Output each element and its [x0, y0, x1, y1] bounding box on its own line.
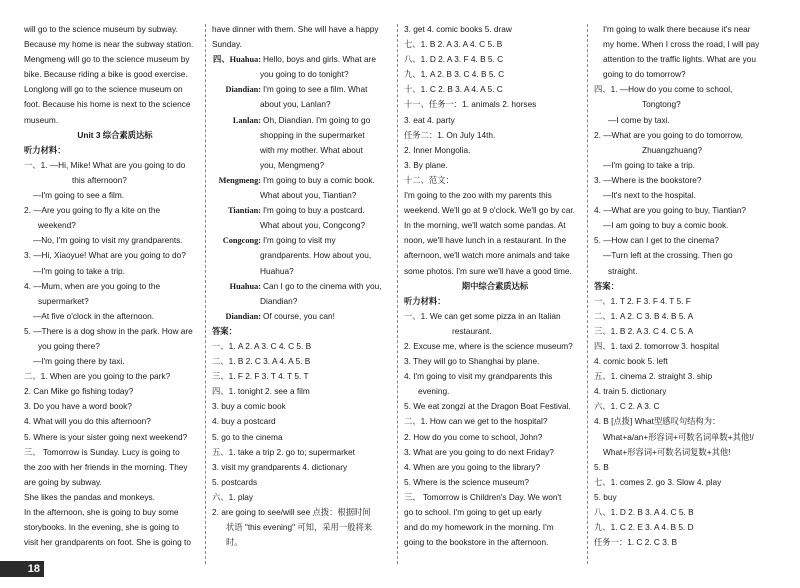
text-line: 三、 Tomorrow is Children's Day. We won't: [404, 491, 562, 502]
text-line: 3. —Hi, Xiaoyue! What are you going to do?: [24, 250, 186, 261]
text-line: have dinner with them. She will have a happy: [212, 24, 379, 34]
text-line: Diandian?: [260, 295, 298, 306]
text-line: 4. When are you going to the library?: [404, 461, 541, 472]
speaker-label: Diandian:: [225, 311, 261, 321]
text-line: 4. B [点拨] What型感叹句结构为：: [594, 416, 721, 427]
text-line: —Turn left at the crossing. Then go: [603, 250, 733, 261]
page-number: 18: [0, 561, 44, 577]
text-line: 3. Do you have a word book?: [24, 401, 132, 412]
text-line: 3. get 4. comic books 5. draw: [404, 24, 512, 34]
text-line: In the morning, we'll watch some pandas. At: [404, 220, 566, 231]
text-line: the zoo with her friends in the morning. They: [24, 461, 188, 472]
text-line: 3. eat 4. party: [404, 114, 455, 125]
text-line: 5. buy: [594, 491, 617, 502]
text-line: this afternoon?: [72, 174, 127, 185]
text-line: 一、1. T 2. F 3. F 4. T 5. F: [594, 295, 691, 306]
text-line: 2. Inner Mongolia.: [404, 144, 471, 155]
text-line: [212, 233, 394, 248]
text-line: storybooks. In the evening, she is going to: [24, 522, 179, 533]
text-line: —At five o'clock in the afternoon.: [33, 310, 155, 321]
text-line: —No, I'm going to visit my grandparents.: [33, 235, 183, 246]
text-line: 五、1. take a trip 2. go to; supermarket: [212, 446, 355, 457]
text-line: [212, 52, 394, 67]
speaker-label: Lanlan:: [232, 115, 261, 125]
text-line: What about you, Tiantian?: [260, 190, 357, 201]
text-line: 5. go to the cinema: [212, 431, 283, 442]
text-line: Mengmeng will go to the science museum by: [24, 54, 190, 65]
text-line: straight.: [608, 265, 638, 276]
text-line: 3. buy a comic book: [212, 401, 286, 412]
text-line: —I am going to buy a comic book.: [603, 220, 729, 231]
text-line: 2. are going to see/will see 点拨：根据时间: [212, 507, 371, 517]
text-line: 3. —Where is the bookstore?: [594, 174, 702, 185]
text-line: 2. How do you come to school, John?: [404, 431, 543, 442]
text-line: 四、1. —How do you come to school,: [594, 84, 733, 95]
text-line: you going there?: [38, 340, 100, 351]
text-line: [212, 279, 394, 294]
text-line: about you, Lanlan?: [260, 99, 331, 110]
text-line: 3. What are you going to do next Friday?: [404, 446, 554, 457]
text-line: 4. What will you do this afternoon?: [24, 416, 151, 427]
speaker-label: Diandian:: [225, 85, 261, 95]
text-line: —I'm going to take a trip.: [603, 159, 695, 170]
text-line: —I'm going to take a trip.: [33, 265, 125, 276]
text-line: with my mother. What about: [260, 144, 363, 155]
speaker-label: Mengmeng:: [218, 175, 261, 185]
text-line: What about you, Congcong?: [260, 220, 366, 231]
text-line: attention to the traffic lights. What are you: [603, 54, 756, 65]
text-line: go to school. I'm going to get up early: [404, 507, 542, 517]
text-line: some photos. I'm sure we'll have a good time.: [404, 265, 572, 276]
column-divider: [587, 24, 588, 564]
text-line: —It's next to the hospital.: [603, 190, 696, 201]
text-line: 3. visit my grandparents 4. dictionary: [212, 461, 348, 472]
text-line: [212, 203, 394, 218]
text-line: 十一、任务一：1. animals 2. horses: [404, 99, 537, 110]
text-line: 5. Where is the science museum?: [404, 476, 529, 487]
text-line: and do my homework in the morning. I'm: [404, 522, 554, 533]
text-line: museum.: [24, 114, 59, 125]
text-line: bike. Because riding a bike is good exercise.: [24, 69, 188, 80]
text-line: 五、1. cinema 2. straight 3. ship: [594, 371, 713, 382]
text-line: 一、1. —Hi, Mike! What are you going to do: [24, 159, 186, 170]
text-line: 二、1. B 2. C 3. A 4. A 5. B: [212, 356, 311, 367]
text-line: 4. buy a postcard: [212, 416, 276, 427]
text-line: 3. By plane.: [404, 159, 448, 170]
speaker-line: I'm going to buy a comic book.: [263, 174, 375, 185]
text-line: 状语 "this evening" 可知，采用一般将来: [226, 522, 373, 533]
text-line: —I'm going there by taxi.: [33, 356, 125, 367]
text-line: 九、1. C 2. E 3. A 4. B 5. D: [594, 522, 694, 533]
text-line: going to the bookstore in the afternoon.: [404, 537, 549, 548]
text-line: 四、1. taxi 2. tomorrow 3. hospital: [594, 340, 719, 351]
text-line: Zhuangzhuang?: [642, 144, 702, 155]
text-line: 三、1. B 2. A 3. C 4. C 5. A: [594, 325, 694, 336]
text-line: Huahua?: [260, 265, 294, 276]
speaker-label: 四、Huahua:: [213, 55, 261, 65]
section-label: 答案：: [594, 280, 619, 291]
text-line: 一、1. A 2. A 3. C 4. C 5. B: [212, 340, 312, 351]
text-line: Sunday.: [212, 39, 242, 50]
text-line: foot. Because his home is next to the science: [24, 99, 191, 110]
text-line: visit her grandparents on foot. She is going to: [24, 537, 191, 548]
text-line: 2. Excuse me, where is the science museum?: [404, 340, 573, 351]
speaker-label: Huahua:: [229, 281, 261, 291]
speaker-line: I'm going to buy a postcard.: [263, 205, 365, 216]
text-line: you going to do tonight?: [260, 69, 349, 80]
column-divider: [397, 24, 398, 564]
text-line: grandparents. How about you,: [260, 250, 372, 261]
text-line: 十二、范文：: [404, 174, 454, 185]
text-line: will go to the science museum by subway.: [24, 24, 178, 34]
text-line: 4. train 5. dictionary: [594, 386, 667, 397]
column-2: [212, 22, 394, 550]
text-line: 3. They will go to Shanghai by plane.: [404, 356, 540, 367]
text-line: —I come by taxi.: [608, 114, 670, 125]
text-line: [212, 173, 394, 188]
text-line: 4. —What are you going to buy, Tiantian?: [594, 205, 747, 216]
text-line: 4. I'm going to visit my grandparents this: [404, 371, 553, 382]
text-line: afternoon, we'll watch more animals and take: [404, 250, 570, 261]
text-line: 2. —Are you going to fly a kite on the: [24, 205, 161, 216]
text-line: weekend. We'll go at 9 o'clock. We'll go by car.: [404, 205, 575, 216]
text-line: 任务一：1. C 2. C 3. B: [594, 537, 677, 548]
text-line: my home. When I cross the road, I will pay: [603, 39, 760, 50]
text-line: 二、1. A 2. C 3. B 4. B 5. A: [594, 310, 694, 321]
text-line: weekend?: [38, 220, 76, 231]
text-line: 5. B: [594, 461, 609, 472]
speaker-line: Can I go to the cinema with you,: [263, 280, 382, 291]
speaker-line: I'm going to see a film. What: [263, 84, 368, 95]
speaker-label: Congcong:: [222, 236, 261, 246]
speaker-line: Of course, you can!: [263, 310, 335, 321]
text-line: 一、1. We can get some pizza in an Italian: [404, 310, 561, 321]
column-divider: [205, 24, 206, 564]
text-line: 5. —There is a dog show in the park. How are: [24, 325, 193, 336]
text-line: 2. Can Mike go fishing today?: [24, 386, 134, 397]
text-line: 二、1. When are you going to the park?: [24, 371, 171, 382]
column-3: [404, 22, 586, 550]
text-line: Longlong will go to the science museum on: [24, 84, 183, 95]
section-label: 答案：: [212, 325, 237, 336]
speaker-line: Oh, Diandian. I'm going to go: [263, 114, 371, 125]
text-line: 5. —How can I get to the cinema?: [594, 235, 719, 246]
section-heading: Unit 3 综合素质达标: [77, 129, 153, 140]
text-line: She likes the pandas and monkeys.: [24, 491, 155, 502]
text-line: 任务二：1. On July 14th.: [404, 129, 496, 140]
speaker-label: Tiantian:: [227, 206, 261, 216]
text-line: What+形容词+可数名词复数+其他!: [603, 446, 731, 457]
text-line: evening.: [418, 386, 450, 397]
text-line: you, Mengmeng?: [260, 159, 325, 170]
text-line: 十、1. C 2. B 3. A 4. A 5. C: [404, 84, 503, 95]
text-line: 4. —Mum, when are you going to the: [24, 280, 161, 291]
text-line: 七、1. B 2. A 3. A 4. C 5. B: [404, 39, 503, 50]
text-line: noon, we'll have lunch in a restaurant. In the: [404, 235, 567, 246]
text-line: 时。: [226, 537, 243, 548]
text-line: 四、1. tonight 2. see a film: [212, 386, 310, 397]
text-line: Tongtong?: [642, 99, 681, 110]
text-line: restaurant.: [452, 325, 492, 336]
text-line: In the afternoon, she is going to buy some: [24, 507, 179, 517]
text-line: 2. —What are you going to do tomorrow,: [594, 129, 743, 140]
text-line: 5. Where is your sister going next weekend?: [24, 431, 188, 442]
text-line: I'm going to walk there because it's near: [603, 24, 751, 34]
speaker-line: I'm going to visit my: [263, 235, 336, 246]
text-line: supermarket?: [38, 295, 89, 306]
text-line: 七、1. comes 2. go 3. Slow 4. play: [594, 476, 722, 487]
text-line: going to do tomorrow?: [603, 69, 686, 80]
section-label: 听力材料：: [24, 144, 66, 155]
text-line: 5. We eat zongzi at the Dragon Boat Festival.: [404, 401, 571, 412]
text-line: 三、 Tomorrow is Sunday. Lucy is going to: [24, 446, 180, 457]
text-line: 5. postcards: [212, 476, 258, 487]
text-line: 六、1. C 2. A 3. C: [594, 401, 660, 412]
text-line: 八、1. D 2. A 3. F 4. B 5. C: [404, 54, 504, 65]
column-4: [594, 22, 776, 550]
text-line: 六、1. play: [212, 491, 254, 502]
text-line: [212, 309, 394, 324]
section-heading: 期中综合素质达标: [461, 280, 529, 291]
text-line: shopping in the supermarket: [260, 129, 365, 140]
speaker-line: Hello, boys and girls. What are: [263, 54, 376, 65]
column-1: [24, 22, 206, 550]
text-line: 九、1. A 2. B 3. C 4. B 5. C: [404, 69, 505, 80]
text-line: [212, 113, 394, 128]
text-line: I'm going to the zoo with my parents this: [404, 190, 552, 201]
text-line: What+a/an+形容词+可数名词单数+其他!/: [603, 431, 754, 442]
text-line: 三、1. F 2. F 3. T 4. T 5. T: [212, 371, 309, 382]
text-line: are going by subway.: [24, 476, 102, 487]
text-line: 4. comic book 5. left: [594, 356, 668, 367]
text-line: [212, 82, 394, 97]
text-line: Because my home is near the subway station.: [24, 39, 194, 50]
text-line: 二、1. How can we get to the hospital?: [404, 416, 548, 427]
text-line: 八、1. D 2. B 3. A 4. C 5. B: [594, 507, 694, 517]
text-line: —I'm going to see a film.: [33, 190, 125, 201]
section-label: 听力材料：: [404, 295, 446, 306]
